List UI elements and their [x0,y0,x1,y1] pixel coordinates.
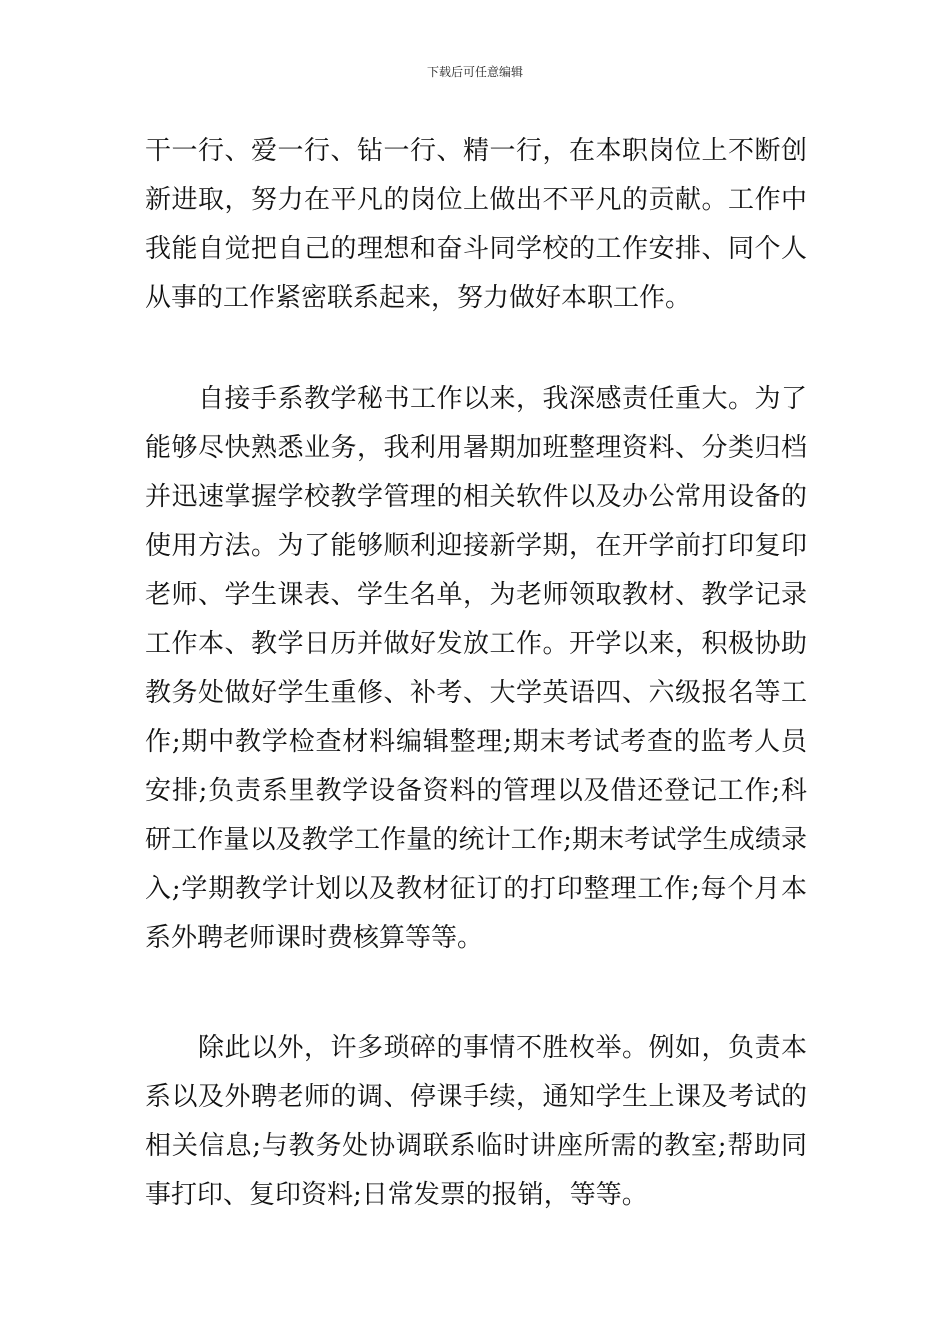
paragraph-3: 除此以外，许多琐碎的事情不胜枚举。例如，负责本系以及外聘老师的调、停课手续，通知学生上课及考试的相关信息;与教务处协调联系临时讲座所需的教室;帮助同事打印、复印资料;日常发票的报销，等等。 [145,1033,807,1210]
paragraph-1: 干一行、爱一行、钻一行、精一行，在本职岗位上不断创新进取，努力在平凡的岗位上做出不平凡的贡献。工作中我能自觉把自己的理想和奋斗同学校的工作安排、同个人从事的工作紧密联系起来，努力做好本职工作。 [145,136,807,313]
paragraph-2: 自接手系教学秘书工作以来，我深感责任重大。为了能够尽快熟悉业务，我利用暑期加班整理资料、分类归档并迅速掌握学校教学管理的相关软件以及办公常用设备的使用方法。为了能够顺利迎接新学期，在开学前打印复印老师、学生课表、学生名单，为老师领取教材、教学记录工作本、教学日历并做好发放工作。开学以来，积极协助教务处做好学生重修、补考、大学英语四、六级报名等工作;期中教学检查材料编辑整理;期末考试考查的监考人员安排;负责系里教学设备资料的管理以及借还登记工作;科研工作量以及教学工作量的统计工作;期末考试学生成绩录入;学期教学计划以及教材征订的打印整理工作;每个月本系外聘老师课时费核算等等。 [145,384,807,953]
header-note: 下载后可任意编辑 [426,65,523,79]
